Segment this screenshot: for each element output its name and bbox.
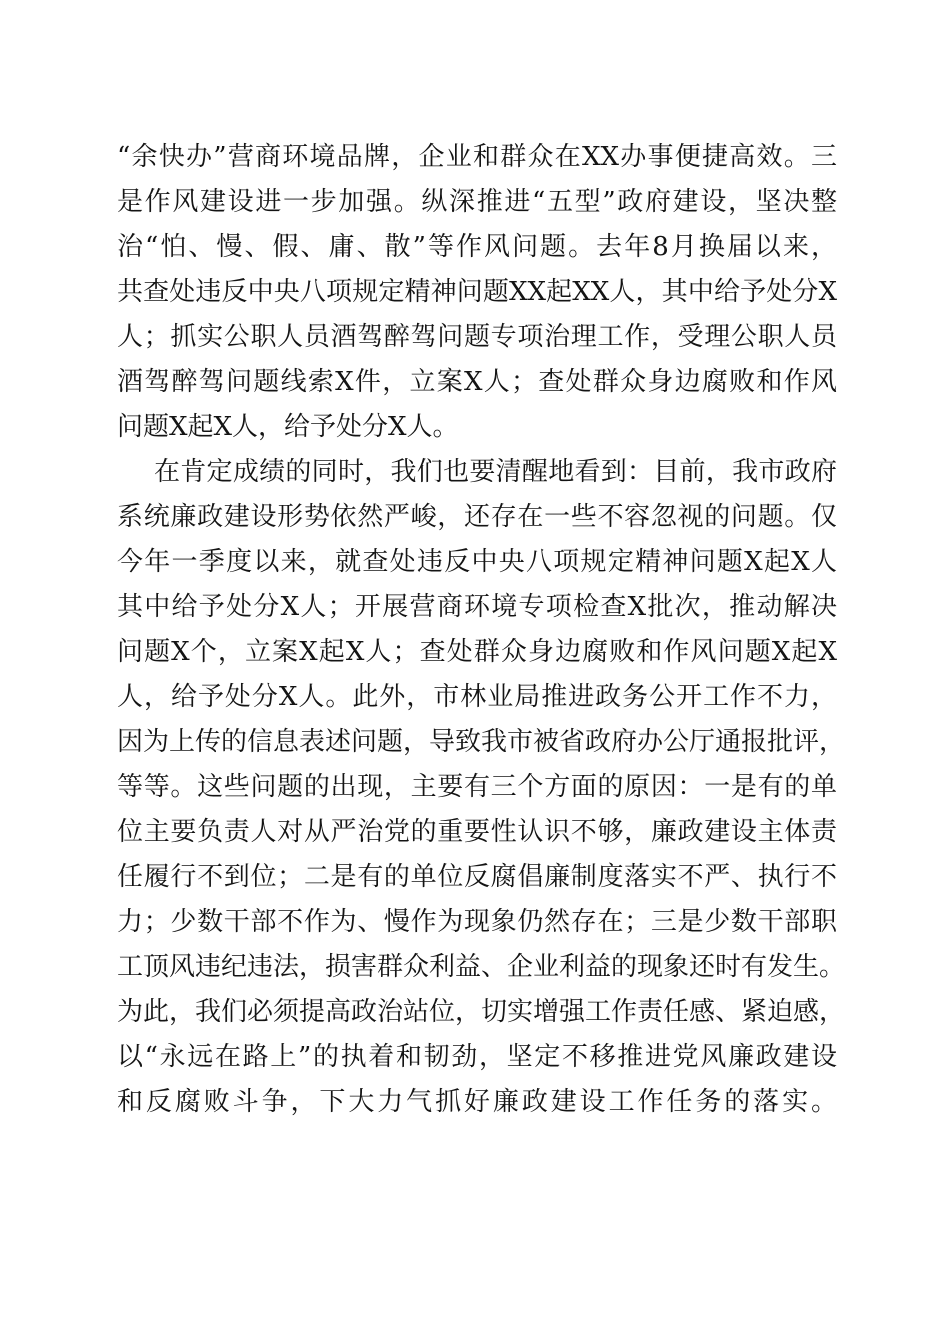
body-text <box>117 135 846 1170</box>
text-line: 位主要负责人对从严治党的重要性认识不够，廉政建设主体责 <box>117 817 837 847</box>
text-line: 人，给予处分X人。此外，市林业局推进政务公开工作不力， <box>117 682 837 712</box>
text-line: 其中给予处分X人；开展营商环境专项检查X批次，推动解决 <box>117 592 837 622</box>
text-line: 今年一季度以来，就查处违反中央八项规定精神问题X起X人 <box>117 547 837 577</box>
text-line: 治“怕、慢、假、庸、散”等作风问题。去年8月换届以来， <box>117 232 837 262</box>
text-line: 任履行不到位；二是有的单位反腐倡廉制度落实不严、执行不 <box>117 862 837 892</box>
text-line: 共查处违反中央八项规定精神问题XX起XX人，其中给予处分X <box>117 277 837 307</box>
text-line: 酒驾醉驾问题线索X件，立案X人；查处群众身边腐败和作风 <box>117 367 837 397</box>
paragraph-2 <box>117 450 846 1170</box>
text-line <box>117 1125 837 1170</box>
text-line: 问题X起X人，给予处分X人。 <box>117 412 459 442</box>
text-line: 为此，我们必须提高政治站位，切实增强工作责任感、紧迫感， <box>117 997 846 1027</box>
text-line: 是作风建设进一步加强。纵深推进“五型”政府建设，坚决整 <box>117 187 837 217</box>
text-line: 等等。这些问题的出现，主要有三个方面的原因：一是有的单 <box>117 772 837 802</box>
text-line: 因为上传的信息表述问题，导致我市被省政府办公厅通报批评， <box>117 727 846 757</box>
text-line: 问题X个，立案X起X人；查处群众身边腐败和作风问题X起X <box>117 637 837 667</box>
text-line: 系统廉政建设形势依然严峻，还存在一些不容忽视的问题。仅 <box>117 502 837 532</box>
text-line: 工顶风违纪违法，损害群众利益、企业利益的现象还时有发生。 <box>117 952 846 982</box>
text-line: 以“永远在路上”的执着和韧劲，坚定不移推进党风廉政建设 <box>117 1042 837 1072</box>
text-line: 在肯定成绩的同时，我们也要清醒地看到：目前，我市政府 <box>154 457 837 487</box>
text-line: 力；少数干部不作为、慢作为现象仍然存在；三是少数干部职 <box>117 907 837 937</box>
text-line: 人；抓实公职人员酒驾醉驾问题专项治理工作，受理公职人员 <box>117 322 837 352</box>
text-line: “余快办”营商环境品牌，企业和群众在XX办事便捷高效。三 <box>117 142 837 172</box>
paragraph-1 <box>117 135 837 450</box>
text-line: 和反腐败斗争，下大力气抓好廉政建设工作任务的落实。 <box>117 1087 837 1117</box>
